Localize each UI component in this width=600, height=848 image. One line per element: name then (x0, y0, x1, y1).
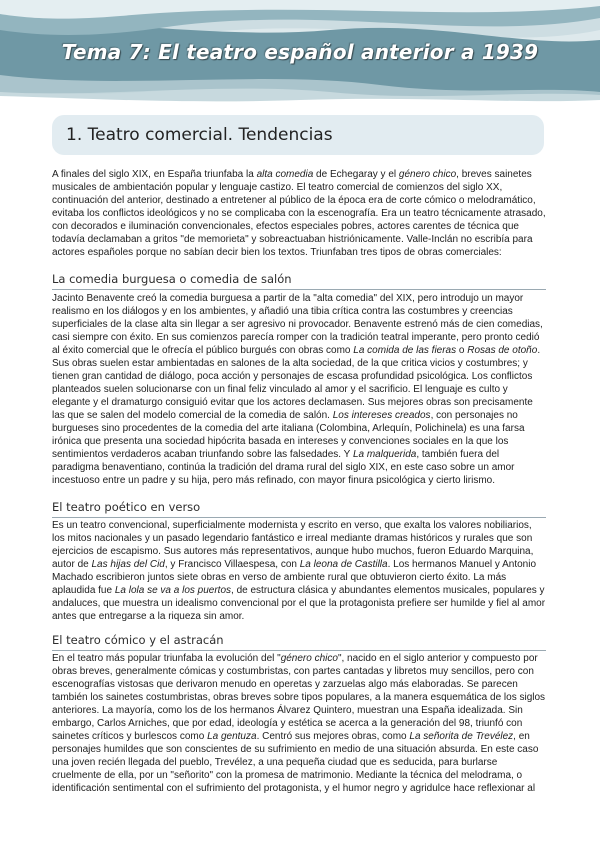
subheading-comedia-burguesa: La comedia burguesa o comedia de salón (52, 272, 546, 290)
section-title: 1. Teatro comercial. Tendencias (66, 125, 333, 145)
poetico-paragraph: Es un teatro convencional, superficialmente modernista y escrito en verso, que exalta los valores nobiliarios, los mitos nacionales y un pasado legendario fantástico e irreal mediante dramas históricos y rurales que son ejercicios de escapismo. Sus autores más representativos, aunque hubo muchos, fueron Eduardo Marquina, autor de Las hijas del Cid, y Francisco Villaespesa, con La leona de Castilla. Los hermanos Manuel y Antonio Machado escribieron juntos siete obras en verso de ambiente rural que obtuvieron cierto éxito. La más aplaudida fue La lola se va a los puertos, de estructura clásica y abundantes elementos musicales, populares y andaluces, que muestra un idealismo convencional por el que la protagonista prefiere ser humilde y fiel al amor antes que entregarse a la riqueza sin amor. (52, 520, 546, 622)
subheading-teatro-comico: El teatro cómico y el astracán (52, 633, 546, 651)
subheading-teatro-poetico: El teatro poético en verso (52, 500, 546, 518)
comedia-paragraph: Jacinto Benavente creó la comedia burguesa a partir de la "alta comedia" del XIX, pero introdujo un mayor realismo en los diálogos y en los ambientes, y añadió una tibia crítica contra las costumbres y creencias superficiales de la clase alta sin llegar a ser agresivo ni provocador. Benavente estrenó más de cien comedias, casi siempre con éxito. En sus comienzos parecía romper con la tradición teatral imperante, pero pronto cedió al éxito comercial que le ofrecía el público burgués con obras como La comida de las fieras o Rosas de otoño. Sus obras suelen estar ambientadas en salones de la alta sociedad, de la que critica vicios y costumbres; y tienen gran cantidad de diálogo, poca acción y personajes de escasa profundidad psicológica. Los conflictos planteados suelen solucionarse con un final feliz vinculado al amor y el sacrificio. El lenguaje es culto y elegante y el dramaturgo consiguió evitar que los actores declamasen. Sus mejores obras son precisamente las que se salen del modelo comercial de la comedia de salón. Los intereses creados, con personajes no burgueses sino procedentes de la comedia del arte italiana (Colombina, Arlequín, Polichinela) es una farsa irónica que presenta una sociedad hipócrita basada en intereses y convenciones sociales en la que los sentimientos verdaderos acaban triunfando sobre las falsedades. Y La malquerida, también fuera del paradigma benaventiano, continúa la tradición del drama rural del siglo XIX, en este caso sobre un amor incestuoso entre un padre y su hija, pero más refinado, con mayor finura psicológica y cierto lirismo. (52, 293, 543, 486)
comico-paragraph: En el teatro más popular triunfaba la evolución del "género chico", nacido en el siglo anterior y compuesto por obras breves, generalmente cómicas y costumbristas, con partes cantadas y libretos muy sencillos, pero con escenografías vistosas que derivaron menudo en operetas y zarzuelas algo más elaboradas. Se parecen también los sainetes costumbristas, obras breves sobre tipos populares, a la manera esquemática de los siglos anteriores. La mayoría, como los de los hermanos Álvarez Quintero, muestran una España idealizada. Sin embargo, Carlos Arniches, que por edad, ideología y estética se acerca a la generación del 98, triunfó con sainetes críticos y burlescos como La gentuza. Centró sus mejores obras, como La señorita de Trevélez, en personajes humildes que son conscientes de su sufrimiento en medio de una situación absurda. En este caso una joven recién llegada del pueblo, Trevélez, a una pequeña ciudad que es seducida, para burlarse cruelmente de ella, por un "señorito" con la promesa de matrimonio. Mediante la técnica del melodrama, o identificación sentimental con el sufrimiento del protagonista, y el humor negro y agridulce hace reflexionar al (52, 653, 546, 794)
header-banner (0, 0, 600, 105)
intro-paragraph: A finales del siglo XIX, en España triunfaba la alta comedia de Echegaray y el género chico, breves sainetes musicales de ambientación popular y lenguaje castizo. El teatro comercial de comienzos del siglo XX, continuación del anterior, destinado a entretener al público de la época era de corte cómico o melodramático, evitaba los conflictos ideológicos y no se complicaba con la escenografía. Era un teatro técnicamente atrasado, con decorados e iluminación convencionales, efectos especiales pobres, actores carentes de técnica que todavía declamaban a gritos "de memorieta" y sobreactuaban histriónicamente. Valle-Inclán no escribía para actores españoles porque no sabían decir bien los textos. Triunfaban tres tipos de obras comerciales: (52, 169, 546, 258)
document-title: Tema 7: El teatro español anterior a 1939 (61, 40, 539, 64)
section-heading-box (52, 115, 544, 155)
